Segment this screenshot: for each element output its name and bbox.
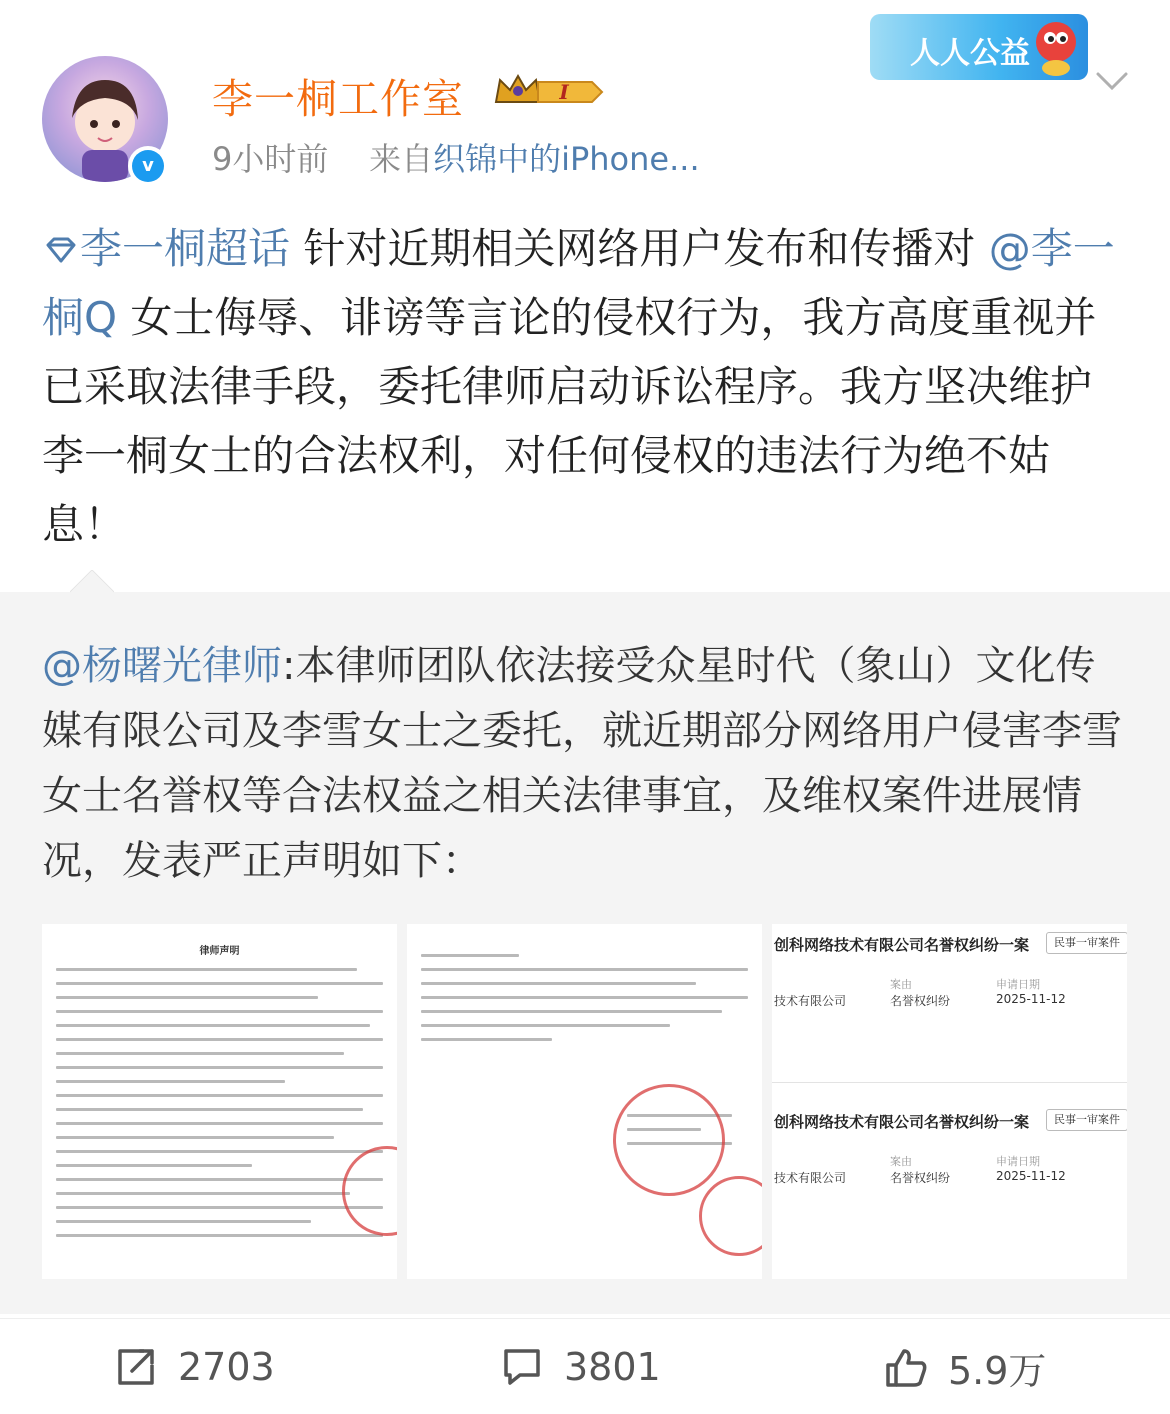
image-thumbnail-2[interactable] <box>407 924 762 1279</box>
post-header <box>0 0 1170 210</box>
repost-text: :本律师团队依法接受众星时代（象山）文化传媒有限公司及李雪女士之委托，就近期部分网络用户侵害李雪女士名誉权等合法权益之相关法律事宜，及维权案件进展情况，发表严正声明如下： <box>42 643 1122 884</box>
super-topic-link[interactable]: 李一桐超话 <box>42 224 290 273</box>
case-date: 2025-11-12 <box>996 1169 1066 1183</box>
charity-mascot-icon <box>1026 16 1082 78</box>
post-text-part1: 针对近期相关网络用户发布和传播对 <box>290 224 976 273</box>
repost-button[interactable] <box>114 1319 275 1414</box>
post-text-part2: 女士侮辱、诽谤等言论的侵权行为，我方高度重视并已采取法律手段，委托律师启动诉讼程序。我方坚决维护李一桐女士的合法权利，对任何侵权的违法行为绝不姑息！ <box>42 293 1097 549</box>
case-tag: 民事一审案件 <box>1046 932 1127 954</box>
source-prefix: 来自 <box>369 140 434 178</box>
case-cause-label: 案由 <box>890 1155 912 1168</box>
mention-link[interactable]: @李一桐Q <box>42 224 1115 342</box>
super-topic-icon <box>42 235 80 265</box>
comment-icon <box>500 1345 544 1389</box>
image-thumbnail-3[interactable] <box>772 924 1127 1279</box>
verified-icon: v <box>128 146 168 186</box>
vip-crown-icon[interactable] <box>492 72 604 112</box>
repost-count: 2703 <box>178 1345 275 1389</box>
case-divider <box>772 1082 1127 1083</box>
red-seal <box>613 1084 725 1196</box>
post-time: 9小时前 <box>212 140 329 178</box>
comment-button[interactable] <box>500 1319 661 1414</box>
repost-pointer <box>70 570 114 593</box>
vip-level: I <box>559 80 569 104</box>
username[interactable]: 李一桐工作室 <box>212 75 464 123</box>
post-body <box>42 214 1132 559</box>
case-date-label: 申请日期 <box>996 1155 1040 1168</box>
source-device[interactable]: 织锦中的iPhone... <box>433 140 700 178</box>
case-party: 技术有限公司 <box>774 994 847 1008</box>
doc-title: 律师声明 <box>199 946 240 957</box>
like-count: 5.9万 <box>948 1348 1047 1393</box>
charity-badge[interactable] <box>870 14 1088 80</box>
post-meta <box>212 134 700 180</box>
case-tag: 民事一审案件 <box>1046 1109 1127 1131</box>
case-cause: 名誉权纠纷 <box>890 994 951 1008</box>
repost-author-link[interactable]: @杨曙光律师 <box>42 643 282 689</box>
case-cause-label: 案由 <box>890 978 912 991</box>
image-thumbnail-1[interactable] <box>42 924 397 1279</box>
chevron-down-icon[interactable] <box>1094 68 1130 96</box>
case-title: 创科网络技术有限公司名誉权纠纷一案 <box>774 1113 1030 1131</box>
doc-text-lines <box>56 968 383 1269</box>
case-title: 创科网络技术有限公司名誉权纠纷一案 <box>774 936 1030 954</box>
charity-badge-label: 人人公益 <box>910 36 1030 71</box>
comment-count: 3801 <box>564 1345 661 1389</box>
like-icon <box>884 1345 928 1389</box>
case-date: 2025-11-12 <box>996 992 1066 1006</box>
case-cause: 名誉权纠纷 <box>890 1171 951 1185</box>
repost-body <box>42 634 1132 894</box>
case-card-1 <box>772 924 1127 1084</box>
case-card-2 <box>772 1101 1127 1261</box>
case-date-label: 申请日期 <box>996 978 1040 991</box>
doc-text-lines <box>421 954 748 1114</box>
case-party: 技术有限公司 <box>774 1171 847 1185</box>
repost-icon <box>114 1345 158 1389</box>
action-bar <box>0 1318 1170 1414</box>
like-button[interactable] <box>884 1319 1046 1414</box>
